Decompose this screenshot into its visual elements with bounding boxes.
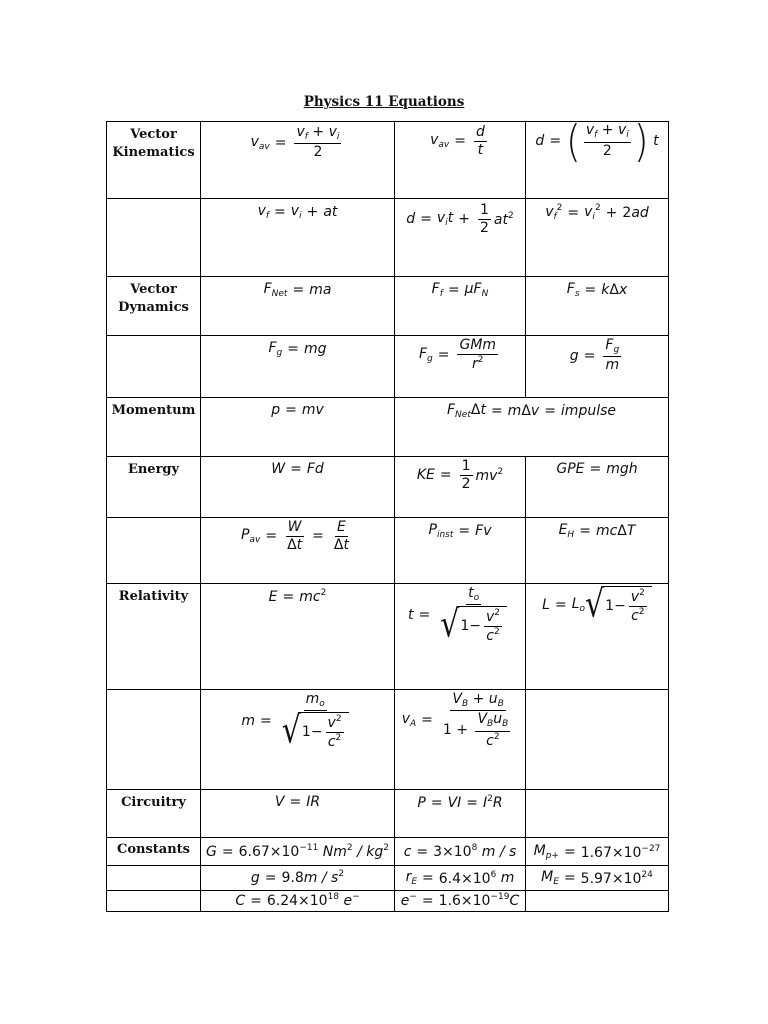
equation-friction: $F_f$ = $\mu F_N$ bbox=[395, 277, 526, 336]
equation-velocity-addition: $v_A$ = $V_B + u_B$ 1 + $\frac{V_Bu_B}{c^2}$ bbox=[395, 690, 526, 790]
equation-distance-average: d = ( $\frac{v_f + v_i}{2}$ ) t bbox=[526, 122, 669, 199]
constant-electron-charge: e− = $1.6\times 10^{-19}$ C bbox=[395, 891, 526, 912]
equation-heat-energy: $E_H$ = mcΔT bbox=[526, 518, 669, 584]
constant-earth-mass: $M_E$ = $5.97\times 10^{24}$ bbox=[526, 866, 669, 891]
constant-gravity-acceleration: g = $9.8m / s^2$ bbox=[201, 866, 395, 891]
equation-kinetic-energy: KE = $\frac{1}{2}$ $mv^2$ bbox=[395, 457, 526, 518]
equation-instant-power: $P_{inst}$ = Fv bbox=[395, 518, 526, 584]
table-row bbox=[107, 398, 669, 457]
equation-weight: $F_g$ = mg bbox=[201, 336, 395, 398]
equation-net-force: $F_{Net}$ = ma bbox=[201, 277, 395, 336]
equation-vf-squared: $v_f^2$ = $v_i^2$ + 2ad bbox=[526, 199, 669, 277]
equations-table bbox=[106, 115, 669, 912]
equation-electric-power: P = VI = $I^2R$ bbox=[395, 790, 526, 838]
table-row bbox=[107, 122, 669, 199]
equation-mass-energy: E = $mc^2$ bbox=[201, 584, 395, 690]
equation-length-contraction: L = $L_o$ √ 1− $\frac{v^2}{c^2}$ bbox=[526, 584, 669, 690]
section-label-relativity: Relativity bbox=[107, 584, 201, 690]
constant-speed-of-light: c = $3\times 10^8$ m / s bbox=[395, 838, 526, 866]
equation-impulse: $F_{Net}\Delta t$ = mΔv = impulse bbox=[395, 398, 669, 457]
constant-earth-radius: $r_E$ = $6.4\times 10^6$ m bbox=[395, 866, 526, 891]
table-row bbox=[107, 277, 669, 336]
constant-coulomb: C = $6.24\times 10^{18}$ e− bbox=[201, 891, 395, 912]
page-title: Physics 11 Equations bbox=[303, 94, 465, 110]
equation-vav-distance-time: $v_{av}$ = $\frac{d}{t}$ bbox=[395, 122, 526, 199]
section-label-dynamics: Vector Dynamics bbox=[107, 277, 201, 336]
table-row bbox=[107, 199, 669, 277]
table-row bbox=[107, 336, 669, 398]
equation-time-dilation: t = $t_o$ √ 1− $\frac{v^2}{c^2}$ bbox=[395, 584, 526, 690]
equation-relativistic-mass: m = $m_o$ √ 1− $\frac{v^2}{c^2}$ bbox=[201, 690, 395, 790]
table-row bbox=[107, 891, 669, 912]
table-row bbox=[107, 690, 669, 790]
equation-displacement: d = $v_it$ + $\frac{1}{2}$ $at^2$ bbox=[395, 199, 526, 277]
equation-spring-force: $F_s$ = kΔx bbox=[526, 277, 669, 336]
section-label-momentum: Momentum bbox=[107, 398, 201, 457]
equation-gravitational-potential-energy: GPE = mgh bbox=[526, 457, 669, 518]
equation-final-velocity: $v_f$ = $v_i$ + at bbox=[201, 199, 395, 277]
equation-gravity-field: g = $\frac{F_g}{m}$ bbox=[526, 336, 669, 398]
constant-proton-mass: $M_{p+}$ = $1.67\times 10^{-27}$ bbox=[526, 838, 669, 866]
equation-momentum: p = mv bbox=[201, 398, 395, 457]
section-label-constants: Constants bbox=[107, 838, 201, 866]
table-row bbox=[107, 518, 669, 584]
table-row bbox=[107, 838, 669, 866]
equation-vav-average: $v_{av}$ = $\frac{v_f + v_i}{2}$ bbox=[201, 122, 395, 199]
equation-ohms-law: V = IR bbox=[201, 790, 395, 838]
section-label-circuitry: Circuitry bbox=[107, 790, 201, 838]
section-label-kinematics: Vector Kinematics bbox=[107, 122, 201, 199]
table-row bbox=[107, 866, 669, 891]
equation-average-power: $P_{av}$ = $\frac{W}{\Delta t}$ = $\frac{E}{\Delta t}$ bbox=[201, 518, 395, 584]
section-label-energy: Energy bbox=[107, 457, 201, 518]
table-row bbox=[107, 457, 669, 518]
equation-gravitation: $F_g$ = $\frac{\text{GMm}}{r^2}$ bbox=[395, 336, 526, 398]
equation-work: W = Fd bbox=[201, 457, 395, 518]
constant-gravitational: G = $6.67\times 10^{-11}$ $Nm^2 / kg^2$ bbox=[201, 838, 395, 866]
table-row bbox=[107, 790, 669, 838]
table-row bbox=[107, 584, 669, 690]
